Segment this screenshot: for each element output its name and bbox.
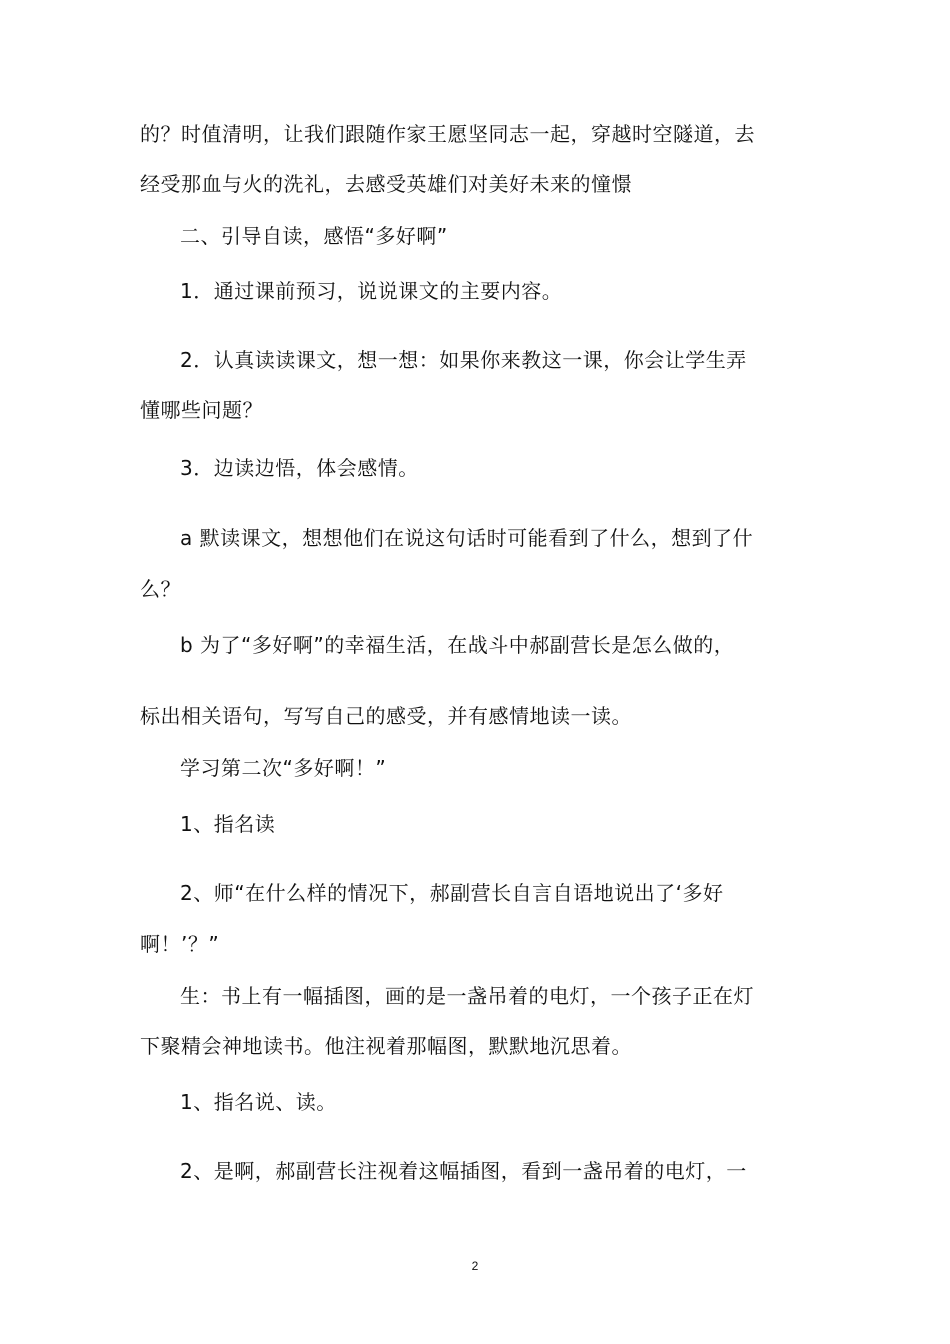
- text-line: 的？时值清明，让我们跟随作家王愿坚同志一起，穿越时空隧道，去: [140, 122, 755, 146]
- text-line: 标出相关语句，写写自己的感受，并有感情地读一读。: [140, 704, 632, 728]
- list-item: 2、是啊，郝副营长注视着这幅插图，看到一盏吊着的电灯，一: [180, 1159, 747, 1183]
- list-item: a 默读课文，想想他们在说这句话时可能看到了什么，想到了什: [180, 526, 754, 550]
- list-item: b 为了“多好啊”的幸福生活，在战斗中郝副营长是怎么做的，: [180, 633, 735, 657]
- list-item: 1．通过课前预习，说说课文的主要内容。: [180, 279, 563, 303]
- list-item: 2、师“在什么样的情况下，郝副营长自言自语地说出了‘多好: [180, 881, 724, 905]
- page-number: 2: [471, 1259, 479, 1273]
- text-line: 生：书上有一幅插图，画的是一盏吊着的电灯，一个孩子正在灯: [180, 984, 754, 1008]
- list-item: 2．认真读读课文，想一想：如果你来教这一课，你会让学生弄: [180, 348, 747, 372]
- list-item: 3．边读边悟，体会感情。: [180, 456, 419, 480]
- list-item: 1、指名读: [180, 812, 276, 836]
- text-line: 下聚精会神地读书。他注视着那幅图，默默地沉思着。: [140, 1034, 632, 1058]
- list-item: 1、指名说、读。: [180, 1090, 337, 1114]
- section-heading: 二、引导自读，感悟“多好啊”: [180, 224, 448, 248]
- section-heading: 学习第二次“多好啊！”: [180, 756, 387, 780]
- text-line: 经受那血与火的洗礼，去感受英雄们对美好未来的憧憬: [140, 172, 632, 196]
- text-line: 懂哪些问题？: [140, 398, 263, 422]
- text-line: 么？: [140, 577, 181, 601]
- text-line: 啊！’？”: [140, 932, 220, 956]
